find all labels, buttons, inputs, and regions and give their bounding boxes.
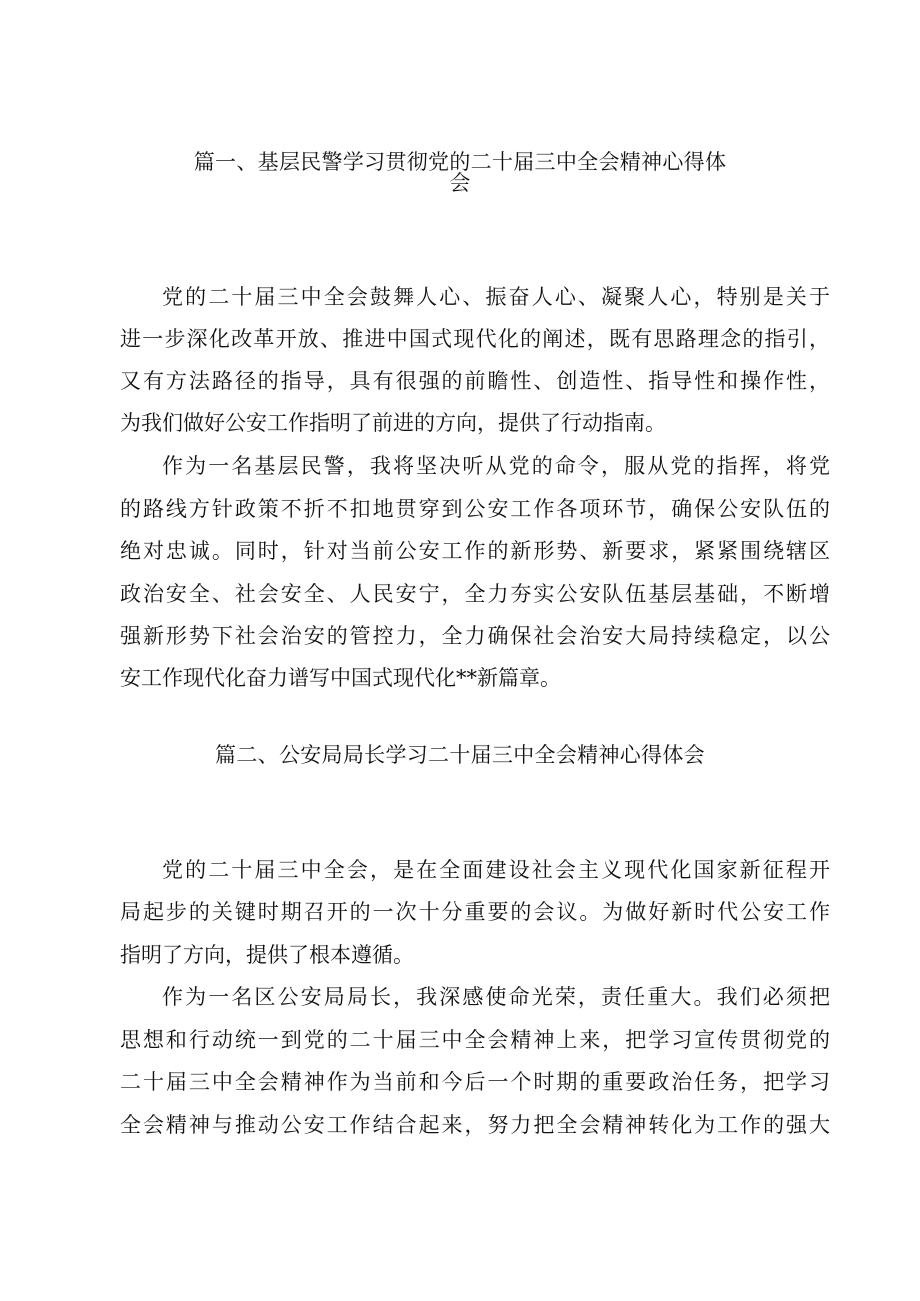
paragraph-line: 作为一名区公安局局长，我深感使命光荣，责任重大。我们必须把 bbox=[162, 985, 830, 1009]
paragraph-line: 安工作现代化奋力谱写中国式现代化**新篇章。 bbox=[120, 666, 561, 690]
paragraph-line: 思想和行动统一到党的二十届三中全会精神上来，把学习宣传贯彻党的 bbox=[120, 1028, 830, 1052]
paragraph-line: 的路线方针政策不折不扣地贯穿到公安工作各项环节，确保公安队伍的 bbox=[120, 497, 830, 521]
paragraph-line: 政治安全、社会安全、人民安宁，全力夯实公安队伍基层基础，不断增 bbox=[120, 582, 830, 606]
paragraph-line: 全会精神与推动公安工作结合起来，努力把全会精神转化为工作的强大 bbox=[120, 1113, 830, 1137]
paragraph-line: 绝对忠诚。同时，针对当前公安工作的新形势、新要求，紧紧围绕辖区 bbox=[120, 539, 830, 563]
paragraph-line: 党的二十届三中全会，是在全面建设社会主义现代化国家新征程开 bbox=[162, 858, 830, 882]
paragraph-line: 作为一名基层民警，我将坚决听从党的命令，服从党的指挥，将党 bbox=[162, 454, 830, 478]
paragraph-line: 又有方法路径的指导，具有很强的前瞻性、创造性、指导性和操作性， bbox=[120, 369, 830, 393]
paragraph-line: 党的二十届三中全会鼓舞人心、振奋人心、凝聚人心，特别是关于 bbox=[162, 285, 830, 309]
paragraph-line: 二十届三中全会精神作为当前和今后一个时期的重要政治任务，把学习 bbox=[120, 1070, 830, 1094]
section-2-title: 篇二、公安局局长学习二十届三中全会精神心得体会 bbox=[215, 743, 705, 767]
paragraph-line: 指明了方向，提供了根本遵循。 bbox=[120, 943, 414, 967]
paragraph-line: 强新形势下社会治安的管控力，全力确保社会治安大局持续稳定，以公 bbox=[120, 624, 830, 648]
section-1-title-line-1: 篇一、基层民警学习贯彻党的二十届三中全会精神心得体 bbox=[193, 150, 727, 174]
paragraph-line: 进一步深化改革开放、推进中国式现代化的阐述，既有思路理念的指引， bbox=[120, 327, 830, 351]
section-1-title-line-2: 会 bbox=[449, 171, 471, 195]
paragraph-line: 为我们做好公安工作指明了前进的方向，提供了行动指南。 bbox=[120, 411, 666, 435]
paragraph-line: 局起步的关键时期召开的一次十分重要的会议。为做好新时代公安工作 bbox=[120, 900, 830, 924]
